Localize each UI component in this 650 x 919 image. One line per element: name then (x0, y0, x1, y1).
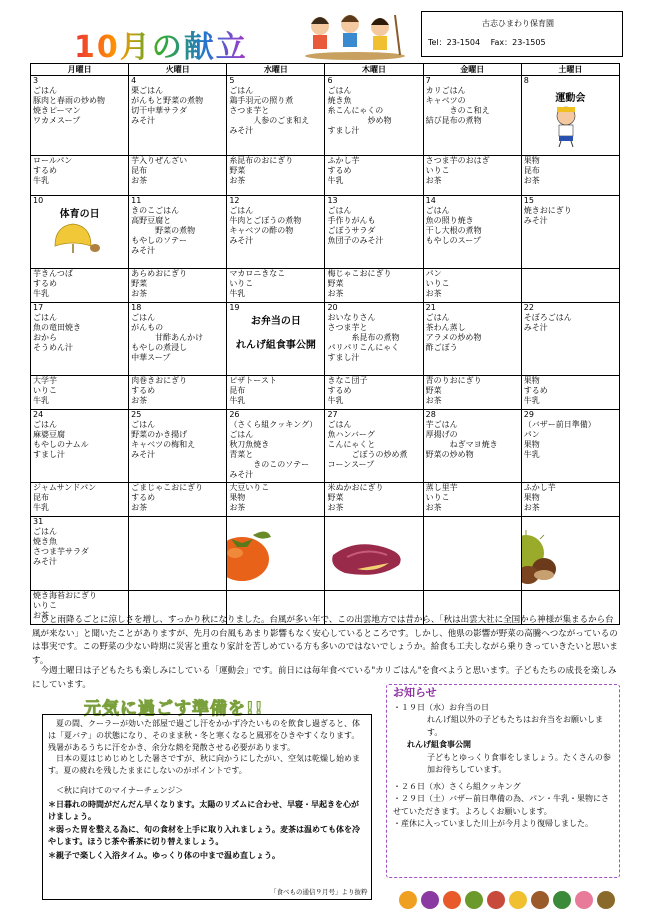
snack-cell (31, 483, 129, 517)
snack-item: お茶 (131, 396, 148, 405)
empty-cell (129, 517, 227, 591)
snack-item: 芋きんつば (33, 269, 73, 278)
snack-item: お茶 (229, 503, 246, 512)
day-cell (325, 303, 423, 376)
notice-item-body: 子どもとゆっくり食事をしましょう。たくさんの参加お待ちしています。 (427, 752, 611, 774)
day-number: 21 (425, 303, 436, 312)
snack-item: 野菜 (229, 166, 246, 175)
day-cell (31, 76, 129, 156)
weekday-header: 金曜日 (423, 64, 521, 76)
notice-item: ・２６日（水）さくら組クッキング (393, 781, 521, 791)
snack-item: お茶 (131, 503, 148, 512)
menu-item: 焼きおにぎり (523, 206, 572, 215)
day-number: 31 (33, 517, 44, 526)
snack-item: するめ (33, 166, 57, 175)
menu-item: 牛肉とごぼうの煮物 (229, 216, 302, 225)
menu-item: 結び昆布の煮物 (425, 116, 482, 125)
intro-paragraph: ひと雨降るごとに涼しさを増し、すっかり秋になりました。台風が多い年で、この出雲地方では昔から、「秋は出雲大社に全国から神様が集まるから台風が来ない」と聞いたことがありますが、先月の台風もあまり影響もなく安心しているところです。しかし、他県の影響が野菜の高騰へつながっているのは事実です。この野菜の少ない時期に災害と重なり家計を苦しめている方も多いのではないでしょうか。給食も工夫しながら乗りきっていきたいと思います。 (32, 615, 618, 666)
day-cell (521, 410, 619, 483)
day-number: 8 (523, 76, 529, 85)
vegetable-characters-decoration (396, 882, 622, 912)
day-number: 25 (131, 410, 142, 419)
health-tip: ＊弱った胃を整える為に、旬の食材を上手に取り入れましょう。麦茶は温めても体を冷やします。ほうじ茶や番茶に切り替えましょう。 (48, 825, 360, 847)
snack-item: いりこ (425, 493, 450, 502)
menu-item: ねぎマヨ焼き (425, 440, 498, 449)
snack-cell (423, 483, 521, 517)
weekday-header: 月曜日 (31, 64, 129, 76)
snack-item: いりこ (425, 279, 450, 288)
snack-item: 肉巻きおにぎり (131, 376, 188, 385)
snack-item: するめ (327, 166, 352, 175)
health-paragraph: 日本の夏はじめじめとした暑さですが、秋に向かうにしたがい、空気は乾燥し始めます。夏の疲れを残したままにしないのがポイントです。 (48, 754, 360, 776)
menu-item: （さくら組クッキング） (229, 420, 318, 429)
sweet-potato-icon (327, 533, 407, 583)
snack-item: お茶 (425, 396, 442, 405)
snack-item: 米ぬかおにぎり (327, 483, 384, 492)
snack-item: 牛乳 (229, 289, 246, 298)
empty-cell (521, 517, 619, 591)
health-tips-box (42, 714, 372, 900)
menu-item: そぼろごはん (523, 313, 572, 322)
menu-item: ごはん (33, 313, 57, 322)
menu-item: みそ汁 (131, 116, 156, 125)
snack-item: ふかし芋 (327, 156, 360, 165)
snack-item: するめ (131, 493, 156, 502)
persimmon-icon (227, 523, 276, 583)
snack-item: 牛乳 (327, 396, 344, 405)
day-number: 19 (229, 303, 240, 312)
menu-item: キャベツの梅和え (131, 440, 196, 449)
menu-item: もやしのソテー (131, 236, 187, 245)
snack-cell (521, 156, 619, 196)
snack-item: 昆布 (33, 493, 49, 502)
menu-item: 切干中華サラダ (131, 106, 188, 115)
snack-cell (423, 269, 521, 303)
menu-item: コーンスープ (327, 460, 375, 469)
menu-item: きのこごはん (131, 206, 180, 215)
weekday-header-row (31, 64, 620, 76)
snack-item: 焼き海苔おにぎり (33, 591, 97, 600)
snack-item: ふかし芋 (523, 483, 556, 492)
lunch-row (31, 517, 620, 591)
snack-item: お茶 (425, 503, 442, 512)
lunch-row (31, 410, 620, 483)
menu-item: みそ汁 (229, 470, 254, 479)
school-info-box (421, 11, 623, 57)
day-cell (129, 196, 227, 269)
snack-item: 牛乳 (33, 289, 49, 298)
snack-item: するめ (33, 279, 57, 288)
menu-item: ごはん (33, 86, 57, 95)
snack-item: さつま芋のおはぎ (425, 156, 490, 165)
snack-item: 果物 (523, 493, 540, 502)
day-number: 3 (33, 76, 39, 85)
event-label: れんげ組食事公開 (235, 340, 316, 351)
menu-item: 野菜のかき揚げ (131, 430, 188, 439)
snack-item: あらめおにぎり (131, 269, 188, 278)
snack-cell (325, 269, 423, 303)
day-cell (227, 303, 325, 376)
ginkgo-leaf-icon (51, 220, 103, 254)
snack-item: 蒸し里芋 (425, 483, 458, 492)
weekday-header: 火曜日 (129, 64, 227, 76)
snack-item: 牛乳 (523, 396, 540, 405)
snack-item: お茶 (327, 289, 344, 298)
menu-item: ごはん (229, 86, 254, 95)
snack-item: するめ (523, 386, 548, 395)
menu-item: すまし汁 (327, 126, 360, 135)
menu-item: ごはん (33, 420, 57, 429)
menu-item: みそ汁 (229, 126, 254, 135)
snack-item: お茶 (327, 503, 344, 512)
snack-item: いりこ (33, 601, 57, 610)
day-cell (521, 303, 619, 376)
notice-item: ・１９日（水）お弁当の日 (393, 702, 489, 712)
notice-box (386, 684, 620, 878)
menu-item: そうめん汁 (33, 343, 73, 352)
lunch-row (31, 196, 620, 269)
menu-item: みそ汁 (229, 236, 254, 245)
menu-item: おいなりさん (327, 313, 376, 322)
snack-cell (31, 269, 129, 303)
lunch-row (31, 303, 620, 376)
menu-item: がんもと野菜の煮物 (131, 96, 204, 105)
snack-cell (423, 156, 521, 196)
snack-item: 糸昆布のおにぎり (229, 156, 294, 165)
snack-item: 青のりおにぎり (425, 376, 482, 385)
notice-item: ・産休に入っていました川上が今月より復帰しました。 (393, 819, 593, 828)
day-number: 4 (131, 76, 137, 85)
day-number: 6 (327, 76, 333, 85)
children-illustration (300, 10, 410, 60)
day-number: 22 (523, 303, 534, 312)
day-number: 20 (327, 303, 338, 312)
menu-item: ワカメスープ (33, 116, 81, 125)
lunch-row (31, 76, 620, 156)
menu-item: さつま芋と (229, 106, 270, 115)
day-cell (31, 410, 129, 483)
snack-item: 野菜 (327, 279, 344, 288)
day-number: 11 (131, 196, 142, 205)
snack-item: ジャムサンドパン (33, 483, 97, 492)
menu-item: もやしのナムル (33, 440, 89, 449)
snack-item: パン (425, 269, 442, 278)
menu-item: みそ汁 (131, 246, 156, 255)
menu-item: すまし汁 (33, 450, 65, 459)
snack-cell (31, 376, 129, 410)
day-cell (325, 76, 423, 156)
menu-item: 秋刀魚焼き (229, 440, 270, 449)
intro-paragraph: 今週土曜日は子どもたちも楽しみにしている「運動会」です。前日には毎年食べている"カリごはん"を食べようと思います。子どもたちの成長を楽しみにしています。 (32, 666, 617, 690)
menu-calendar (30, 63, 620, 625)
menu-item: がんもの (131, 323, 164, 332)
menu-item: ごはん (229, 430, 254, 439)
health-list-title: ＜秋に向けてのマイナーチェンジ＞ (56, 785, 184, 795)
menu-item: 栗ごはん (131, 86, 164, 95)
day-cell (31, 517, 129, 591)
menu-item: ごはん (425, 206, 450, 215)
snack-item: 牛乳 (229, 396, 246, 405)
menu-item: きのこのソテー (229, 460, 310, 469)
day-number: 18 (131, 303, 142, 312)
day-number: 15 (523, 196, 534, 205)
snack-item: お茶 (425, 176, 442, 185)
menu-item: 糸こんにゃくの (327, 106, 384, 115)
snack-item: お茶 (229, 176, 246, 185)
day-cell (325, 410, 423, 483)
menu-item: 野菜の煮物 (131, 226, 196, 235)
snack-item: ピザトースト (229, 376, 277, 385)
snack-item: お茶 (523, 176, 540, 185)
day-cell (423, 410, 521, 483)
day-cell (521, 76, 619, 156)
menu-item: ごはん (229, 206, 254, 215)
snack-item: お茶 (131, 289, 148, 298)
snack-item: 果物 (523, 156, 540, 165)
snack-cell (423, 376, 521, 410)
menu-item: 甘酢あんかけ (131, 333, 204, 342)
menu-item: 魚の竜田焼き (33, 323, 81, 332)
day-number: 29 (523, 410, 534, 419)
snack-row (31, 269, 620, 303)
menu-item: 鶏手羽元の照り煮 (229, 96, 294, 105)
snack-item: お茶 (131, 176, 148, 185)
empty-cell (227, 517, 325, 591)
snack-cell (227, 483, 325, 517)
menu-item: 豚肉と春雨の炒め物 (33, 96, 105, 105)
snack-item: 牛乳 (33, 176, 49, 185)
menu-item: 手作りがんも (327, 216, 376, 225)
menu-item: みそ汁 (523, 216, 548, 225)
snack-cell (31, 156, 129, 196)
snack-cell (227, 376, 325, 410)
snack-cell (325, 376, 423, 410)
menu-item: パン (523, 430, 540, 439)
snack-item: お茶 (425, 289, 442, 298)
running-child-icon (544, 104, 588, 148)
snack-cell (521, 483, 619, 517)
event-label: 運動会 (555, 93, 586, 104)
source-note: 「食べもの通信９月号」より抜粋 (270, 888, 368, 896)
menu-item: 酢ごぼう (425, 343, 458, 352)
menu-item: こんにゃくと (327, 440, 376, 449)
snack-item: 野菜 (131, 279, 148, 288)
menu-item: みそ汁 (33, 557, 57, 566)
menu-item: 厚揚げの (425, 430, 458, 439)
snack-item: 大学芋 (33, 376, 57, 385)
menu-item: 干し大根の煮物 (425, 226, 482, 235)
snack-item: 梅じゃこおにぎり (327, 269, 392, 278)
day-number: 27 (327, 410, 338, 419)
day-cell (129, 410, 227, 483)
school-name: 古志ひまわり保育園 (482, 19, 554, 28)
menu-item: ごはん (327, 86, 352, 95)
day-cell (423, 76, 521, 156)
day-number: 7 (425, 76, 431, 85)
menu-item: 魚の照り焼き (425, 216, 474, 225)
snack-item: 芋入りぜんざい (131, 156, 188, 165)
menu-item: （バザー前日準備） (523, 420, 596, 429)
menu-item: ごはん (33, 527, 57, 536)
event-label: 体育の日 (59, 209, 100, 220)
snack-item: お茶 (523, 503, 540, 512)
snack-item: 昆布 (523, 166, 540, 175)
menu-item: みそ汁 (131, 450, 156, 459)
snack-cell (129, 376, 227, 410)
snack-item: ごまじゃこおにぎり (131, 483, 204, 492)
menu-item: ごぼうの炒め煮 (327, 450, 408, 459)
notice-title: お知らせ (393, 686, 437, 699)
menu-item: さつま芋サラダ (33, 547, 89, 556)
weekday-header: 水曜日 (227, 64, 325, 76)
snack-item: お茶 (33, 611, 49, 620)
health-tip: ＊親子で楽しく入浴タイム。ゆっくり体の中まで温め直しょう。 (48, 850, 280, 860)
snack-item: きなこ団子 (327, 376, 368, 385)
day-number: 13 (327, 196, 338, 205)
menu-item: 野菜の炒め物 (425, 450, 474, 459)
day-cell (227, 76, 325, 156)
day-number: 14 (425, 196, 436, 205)
health-banner-title: 元気に過ごす準備を!! (84, 699, 264, 719)
day-number: 5 (229, 76, 235, 85)
snack-cell (227, 156, 325, 196)
day-cell (521, 196, 619, 269)
notice-item: ・２９日（土）バザー前日準備の為、パン・牛乳・果物にさせていただきます。よろしくお願いします。 (393, 794, 609, 816)
day-cell (423, 196, 521, 269)
day-cell (227, 410, 325, 483)
snack-item: するめ (131, 386, 156, 395)
menu-item: パリパリこんにゃく (327, 343, 400, 352)
day-cell (423, 303, 521, 376)
menu-item: ごはん (131, 420, 156, 429)
menu-item: 炒め物 (327, 116, 392, 125)
snack-item: マカロニきなこ (229, 269, 286, 278)
menu-item: キャベツの酢の物 (229, 226, 294, 235)
menu-item: カリごはん (425, 86, 466, 95)
snack-item: いりこ (33, 386, 57, 395)
day-number: 24 (33, 410, 44, 419)
health-tip: ＊日暮れの時間がだんだん早くなります。太陽のリズムに合わせ、早寝・早起きを心がけましょう。 (48, 799, 359, 821)
menu-item: 魚団子のみそ汁 (327, 236, 384, 245)
snack-item: 果物 (229, 493, 246, 502)
empty-cell (423, 517, 521, 591)
day-cell (129, 303, 227, 376)
snack-item: 昆布 (229, 386, 246, 395)
snack-cell (325, 156, 423, 196)
snack-item: 昆布 (131, 166, 148, 175)
snack-item: 牛乳 (33, 503, 49, 512)
snack-item: 果物 (523, 376, 540, 385)
snack-item: 野菜 (425, 386, 442, 395)
day-cell (129, 76, 227, 156)
menu-item: 人参のごま和え (229, 116, 310, 125)
snack-item: するめ (327, 386, 352, 395)
day-cell (31, 303, 129, 376)
menu-item: ごはん (131, 313, 156, 322)
menu-item: 青菜と (229, 450, 254, 459)
weekday-header: 木曜日 (325, 64, 423, 76)
chestnut-icon (521, 527, 564, 587)
menu-item: きのこ和え (425, 106, 490, 115)
snack-item: 野菜 (327, 493, 344, 502)
snack-item: いりこ (425, 166, 450, 175)
day-cell (227, 196, 325, 269)
snack-cell (129, 269, 227, 303)
day-number: 26 (229, 410, 240, 419)
menu-item: ごはん (425, 313, 450, 322)
menu-item: ごぼうサラダ (327, 226, 376, 235)
snack-row (31, 156, 620, 196)
menu-item: もやしのスープ (425, 236, 481, 245)
day-number: 10 (33, 196, 44, 205)
day-cell (325, 196, 423, 269)
day-number: 28 (425, 410, 436, 419)
snack-row (31, 376, 620, 410)
event-label: お弁当の日 (250, 316, 301, 327)
menu-item: 中華スープ (131, 353, 171, 362)
snack-cell (521, 269, 619, 303)
snack-row (31, 483, 620, 517)
menu-item: キャベツの (425, 96, 466, 105)
menu-item: アラメの炒め物 (425, 333, 482, 342)
menu-item: 果物 (523, 440, 540, 449)
day-number: 12 (229, 196, 240, 205)
menu-item: 焼きピーマン (33, 106, 81, 115)
snack-item: 牛乳 (327, 176, 344, 185)
menu-item: おから (33, 333, 57, 342)
weekday-header: 土曜日 (521, 64, 619, 76)
snack-cell (521, 376, 619, 410)
menu-item: 焼き魚 (327, 96, 352, 105)
day-cell (31, 196, 129, 269)
snack-item: いりこ (229, 279, 254, 288)
notice-item-subhead: れんげ組食事公開 (407, 740, 471, 749)
menu-item: もやしの煮浸し (131, 343, 188, 352)
menu-item: 牛乳 (523, 450, 540, 459)
snack-item: 牛乳 (33, 396, 49, 405)
menu-item: すまし汁 (327, 353, 360, 362)
menu-item: ごはん (327, 420, 352, 429)
snack-item: 大豆いりこ (229, 483, 270, 492)
snack-item: ロールパン (33, 156, 73, 165)
menu-item: 麻婆豆腐 (33, 430, 65, 439)
menu-item: さつま芋と (327, 323, 368, 332)
menu-item: 高野豆腐と (131, 216, 172, 225)
menu-item: 茶わん蒸し (425, 323, 466, 332)
menu-item: 芋ごはん (425, 420, 458, 429)
menu-item: 糸昆布の煮物 (327, 333, 400, 342)
snack-cell (325, 483, 423, 517)
empty-cell (325, 517, 423, 591)
menu-item: ごはん (327, 206, 352, 215)
school-contact: Tel：23-1504 Fax：23-1505 (428, 38, 546, 47)
snack-cell (129, 483, 227, 517)
snack-cell (129, 156, 227, 196)
health-paragraph: 夏の間、クーラーが効いた部屋で過ごし汗をかかず冷たいものを飲食し過ぎると、体は「夏バテ」の状態になり、そのまま秋・冬と寒くなると風邪をひきやすくなります。残暑があるうちに汗をかき、余分な熱を発散させる必要があります。 (48, 719, 360, 752)
day-number: 17 (33, 303, 44, 312)
notice-item-body: れんげ組以外の子どもたちはお弁当をお願いします。 (427, 715, 603, 737)
snack-cell (227, 269, 325, 303)
menu-item: みそ汁 (523, 323, 548, 332)
menu-title: 10月の献立 (74, 22, 248, 66)
menu-item: 焼き魚 (33, 537, 57, 546)
menu-item: 魚ハンバーグ (327, 430, 375, 439)
